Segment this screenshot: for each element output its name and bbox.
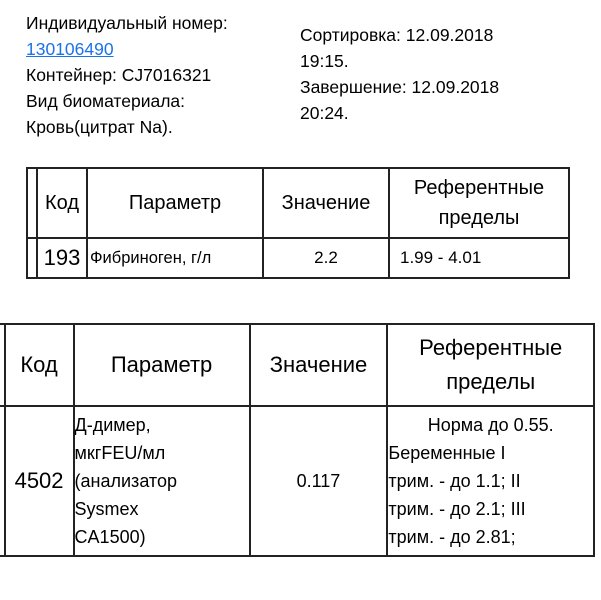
lead-cell xyxy=(27,168,37,238)
header-ref-line2: пределы xyxy=(446,369,536,394)
lead-cell xyxy=(27,238,37,278)
biomaterial-label: Вид биоматериала: xyxy=(26,91,186,111)
complete-date: Завершение: 12.09.2018 xyxy=(300,77,500,97)
row-param xyxy=(74,406,250,556)
header-param: Параметр xyxy=(74,324,250,406)
header-code: Код xyxy=(37,168,87,238)
header-value: Значение xyxy=(250,324,388,406)
patient-info xyxy=(26,10,288,140)
header-value: Значение xyxy=(263,168,389,238)
complete-time: 20:24. xyxy=(300,103,349,123)
results-table-fibrinogen xyxy=(26,167,570,279)
table-row xyxy=(0,406,594,556)
ref-line: трим. - до 1.1; II xyxy=(388,471,521,491)
table-row xyxy=(27,238,569,278)
sort-date: Сортировка: 12.09.2018 xyxy=(300,25,494,45)
biomaterial-value: Кровь(цитрат Na). xyxy=(26,117,173,137)
row-value: 0.117 xyxy=(250,406,388,556)
row-param: Фибриноген, г/л xyxy=(87,238,263,278)
header-ref xyxy=(387,324,594,406)
ref-line: Беременные I xyxy=(388,443,506,463)
header-ref-line1: Референтные xyxy=(419,335,563,360)
header-ref-line1: Референтные xyxy=(413,177,545,199)
param-line: мкгFEU/мл xyxy=(74,443,166,463)
container-info: Контейнер: CJ7016321 xyxy=(26,65,212,85)
row-ref xyxy=(387,406,594,556)
id-label: Индивидуальный номер: xyxy=(26,13,228,33)
ref-line: Норма до 0.55. xyxy=(427,415,554,435)
row-ref: 1.99 - 4.01 xyxy=(389,238,569,278)
header-param: Параметр xyxy=(87,168,263,238)
param-line: Sysmex xyxy=(74,499,139,519)
id-number-link[interactable]: 130106490 xyxy=(26,39,114,59)
row-code: 4502 xyxy=(5,406,74,556)
table-header-row xyxy=(27,168,569,238)
param-line: Д-димер, xyxy=(74,415,151,435)
timestamps xyxy=(300,22,575,126)
row-value: 2.2 xyxy=(263,238,389,278)
param-line: (анализатор xyxy=(74,471,177,491)
header-code: Код xyxy=(5,324,74,406)
header-ref-line2: пределы xyxy=(438,207,520,229)
table-header-row xyxy=(0,324,594,406)
header-ref xyxy=(389,168,569,238)
param-line: CA1500) xyxy=(74,527,146,547)
sort-time: 19:15. xyxy=(300,51,349,71)
ref-line: трим. - до 2.81; xyxy=(388,527,516,547)
row-code: 193 xyxy=(37,238,87,278)
ref-line: трим. - до 2.1; III xyxy=(388,499,526,519)
results-table-d-dimer xyxy=(0,323,595,557)
